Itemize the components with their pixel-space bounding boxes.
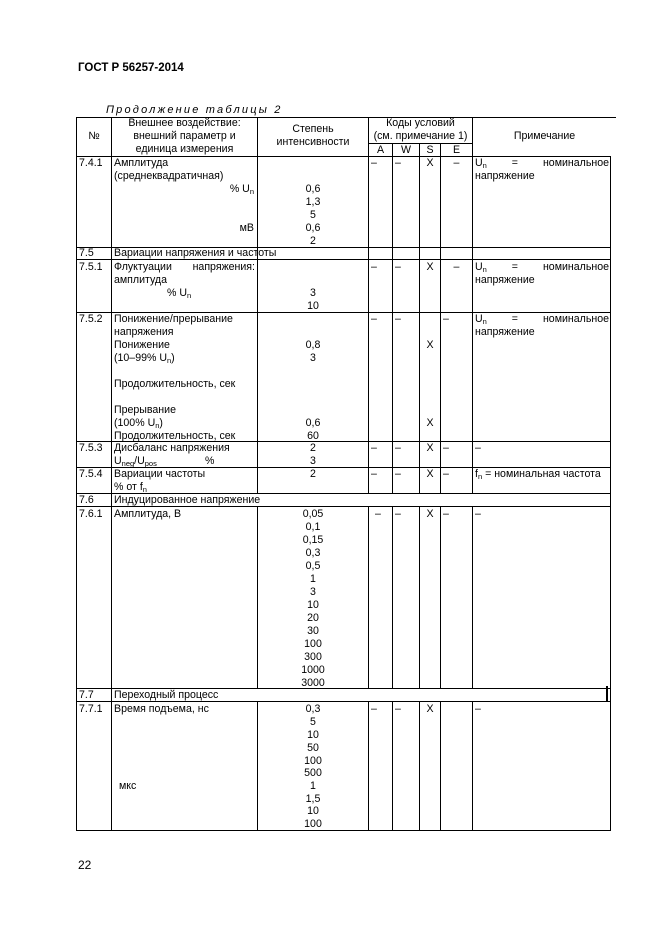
degree-value: 100 xyxy=(304,818,322,830)
rule xyxy=(368,702,369,831)
code-a: – xyxy=(371,313,377,325)
factor-text: Дисбаланс напряжения xyxy=(114,442,230,454)
col-header-factor-3: единица измерения xyxy=(135,143,234,155)
degree-value: 0,6 xyxy=(305,417,321,429)
unit-label: мкс xyxy=(119,780,137,792)
row-number: 7.5.3 xyxy=(79,442,103,454)
rule xyxy=(76,117,77,831)
code-e: – xyxy=(443,442,449,454)
degree-value: 60 xyxy=(307,430,319,442)
col-header-note: Примечание xyxy=(513,130,576,142)
note-text: напряжение xyxy=(475,170,535,182)
rule xyxy=(111,117,112,831)
col-header-factor-2: внешний параметр и xyxy=(133,130,236,142)
degree-value: 0,6 xyxy=(305,222,321,234)
col-header-code-a: A xyxy=(376,144,385,156)
note-text: $U_n$ = номинальное xyxy=(475,261,609,274)
col-header-code-s: S xyxy=(426,144,434,156)
degree-value: 3 xyxy=(310,352,316,364)
degree-value: 3 xyxy=(310,455,316,467)
factor-text: Амплитуда, В xyxy=(114,508,182,520)
code-s: X xyxy=(426,261,434,273)
rule xyxy=(606,686,608,702)
code-w: – xyxy=(395,261,401,273)
degree-value: 20 xyxy=(307,612,319,624)
col-header-codes-1: Коды условий xyxy=(386,117,455,129)
rule xyxy=(419,260,420,494)
note-text: $f_n$ = номинальная частота xyxy=(475,468,601,481)
document-header: ГОСТ Р 56257-2014 xyxy=(78,62,184,74)
degree-value: 1 xyxy=(310,573,316,585)
degree-value: 2 xyxy=(310,442,316,454)
section-number: 7.7 xyxy=(79,689,94,701)
code-s: X xyxy=(426,703,434,715)
rule xyxy=(440,702,441,831)
factor-text: Амплитуда xyxy=(114,157,169,169)
note-text: – xyxy=(475,508,481,520)
degree-value: 0,15 xyxy=(302,534,324,546)
code-e: – xyxy=(453,261,460,273)
code-w: – xyxy=(395,703,401,715)
col-header-degree-1: Степень xyxy=(292,123,334,135)
degree-value: 1,3 xyxy=(305,196,321,208)
degree-value: 3 xyxy=(310,287,316,299)
unit-label: % $U_n$ xyxy=(229,183,254,196)
factor-text: Понижение/прерывание xyxy=(114,313,233,325)
section-title: Вариации напряжения и частоты xyxy=(114,247,277,259)
code-e: – xyxy=(443,468,449,480)
code-s: X xyxy=(426,508,434,520)
degree-value: 100 xyxy=(304,755,322,767)
factor-text: амплитуда xyxy=(114,274,167,286)
rule xyxy=(392,702,393,831)
section-title: Индуцированное напряжение xyxy=(114,494,261,506)
degree-value: 1,5 xyxy=(305,793,321,805)
section-number: 7.5 xyxy=(79,247,94,259)
code-s: X xyxy=(426,468,434,480)
row-number: 7.6.1 xyxy=(79,508,103,520)
degree-value: 0,8 xyxy=(305,339,321,351)
row-number: 7.7.1 xyxy=(79,703,103,715)
section-title: Переходный процесс xyxy=(114,689,219,701)
note-text: напряжение xyxy=(475,274,535,286)
degree-value: 0,6 xyxy=(305,183,321,195)
unit-label: % $U_n$ xyxy=(167,287,192,300)
note-text: – xyxy=(475,703,481,715)
section-number: 7.6 xyxy=(79,494,94,506)
factor-text: $U_{neg}/U_{pos}$ xyxy=(114,455,157,468)
factor-text: Прерывание xyxy=(114,404,176,416)
code-a: – xyxy=(371,703,377,715)
code-e: – xyxy=(443,313,449,325)
factor-text: (100% $U_n$) xyxy=(114,417,163,430)
code-a: – xyxy=(371,261,377,273)
factor-text: Вариации частоты xyxy=(114,468,206,480)
rule xyxy=(392,260,393,494)
row-number: 7.5.1 xyxy=(79,261,103,273)
col-header-factor-1: Внешнее воздействие: xyxy=(128,117,241,129)
code-w: – xyxy=(395,468,401,480)
degree-value: 500 xyxy=(304,767,322,779)
code-w: – xyxy=(395,157,401,169)
degree-value: 1 xyxy=(310,780,316,792)
degree-value: 0,5 xyxy=(305,560,321,572)
factor-text: Время подъема, нс xyxy=(114,703,209,715)
degree-value: 2 xyxy=(310,468,316,480)
code-s: X xyxy=(426,157,434,169)
rule xyxy=(440,507,441,689)
degree-value: 10 xyxy=(307,300,319,312)
degree-value: 50 xyxy=(307,742,319,754)
degree-value: 0,05 xyxy=(302,508,324,520)
rule xyxy=(610,156,611,831)
factor-text: (среднеквадратичная) xyxy=(114,170,224,182)
code-s: X xyxy=(426,442,434,454)
rule xyxy=(472,702,473,831)
rule xyxy=(368,260,369,494)
code-s: X xyxy=(426,339,434,351)
note-text: $U_n$ = номинальное xyxy=(475,313,609,326)
degree-value: 0,3 xyxy=(305,547,321,559)
rule xyxy=(419,507,420,689)
row-number: 7.5.2 xyxy=(79,313,103,325)
rule xyxy=(392,507,393,689)
row-number: 7.4.1 xyxy=(79,157,103,169)
col-header-degree-2: интенсивности xyxy=(276,136,350,148)
factor-text: Продолжительность, сек xyxy=(114,378,236,390)
col-header-code-w: W xyxy=(401,144,411,156)
degree-value: 5 xyxy=(310,716,316,728)
note-text: $U_n$ = номинальное xyxy=(475,157,609,170)
rule xyxy=(472,507,473,689)
rule xyxy=(368,507,369,689)
degree-value: 3000 xyxy=(301,677,325,689)
degree-value: 10 xyxy=(307,805,319,817)
degree-value: 30 xyxy=(307,625,319,637)
degree-value: 300 xyxy=(304,651,322,663)
table-caption: Продолжение таблицы 2 xyxy=(106,104,283,116)
row-number: 7.5.4 xyxy=(79,468,103,480)
note-text: напряжение xyxy=(475,326,535,338)
unit-label: мВ xyxy=(239,222,254,234)
code-w: – xyxy=(395,442,401,454)
rule xyxy=(472,260,473,494)
col-header-code-e: E xyxy=(452,144,461,156)
degree-value: 3 xyxy=(310,586,316,598)
code-a: – xyxy=(371,442,377,454)
col-header-codes-2: (см. примечание 1) xyxy=(373,130,468,142)
code-e: – xyxy=(443,508,449,520)
factor-text: Понижение xyxy=(114,339,170,351)
factor-text: Продолжительность, сек xyxy=(114,430,236,442)
degree-value: 100 xyxy=(304,638,322,650)
code-a: – xyxy=(371,468,377,480)
degree-value: 0,3 xyxy=(305,703,321,715)
col-header-no: № xyxy=(88,130,100,142)
code-s: X xyxy=(426,417,434,429)
code-e: – xyxy=(453,157,460,169)
code-w: – xyxy=(395,313,401,325)
rule xyxy=(440,260,441,494)
degree-value: 5 xyxy=(310,209,316,221)
factor-text: Флуктуации напряжения: xyxy=(114,261,255,273)
code-w: – xyxy=(395,508,401,520)
rule xyxy=(419,702,420,831)
code-a: – xyxy=(375,508,381,520)
degree-value: 1000 xyxy=(301,664,325,676)
code-a: – xyxy=(371,157,377,169)
degree-value: 0,1 xyxy=(305,521,321,533)
unit-label: % xyxy=(205,455,215,467)
note-text: – xyxy=(475,442,481,454)
factor-text: (10–99% $U_n$) xyxy=(114,352,175,365)
degree-value: 10 xyxy=(307,729,319,741)
degree-value: 10 xyxy=(307,599,319,611)
factor-text: % от $f_n$ xyxy=(114,481,147,494)
factor-text: напряжения xyxy=(114,326,174,338)
degree-value: 2 xyxy=(310,235,316,247)
page-number: 22 xyxy=(78,858,92,872)
